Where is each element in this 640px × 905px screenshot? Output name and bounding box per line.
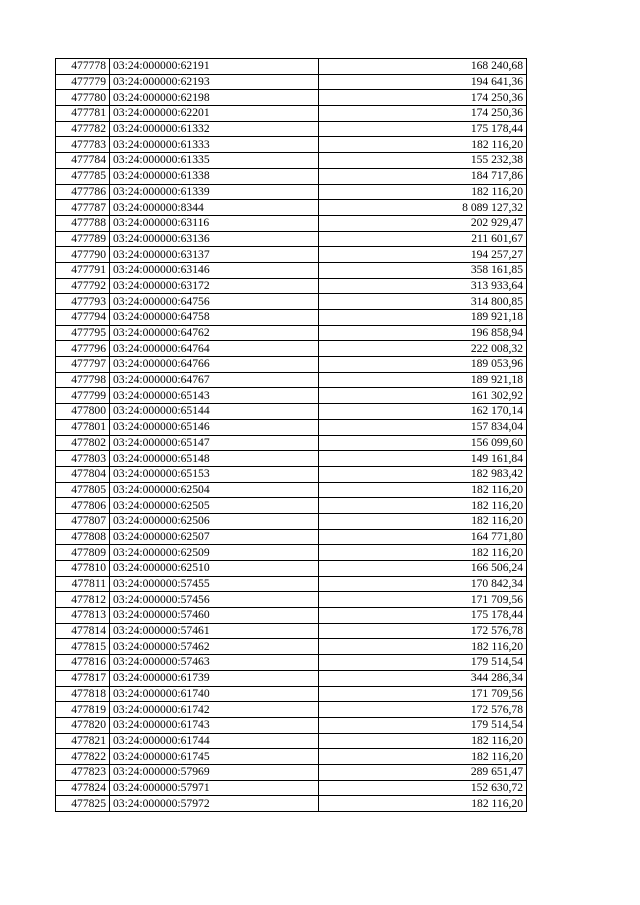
cadastral-number-cell: 03:24:000000:57461 [110,623,319,639]
value-cell: 194 257,27 [319,247,527,263]
table-row [56,419,527,435]
cadastral-number-cell: 03:24:000000:62201 [110,106,319,122]
value-cell: 313 933,64 [319,278,527,294]
cadastral-number-cell: 03:24:000000:62191 [110,59,319,75]
cadastral-number-cell: 03:24:000000:62198 [110,90,319,106]
cadastral-number-cell: 03:24:000000:61742 [110,702,319,718]
value-cell: 155 232,38 [319,153,527,169]
table-row [56,310,527,326]
cadastral-value-table [55,58,527,812]
table-row [56,90,527,106]
row-id-cell: 477820 [56,717,110,733]
row-id-cell: 477781 [56,106,110,122]
table-row [56,576,527,592]
table-row [56,686,527,702]
table-row [56,529,527,545]
row-id-cell: 477789 [56,231,110,247]
table-row [56,294,527,310]
value-cell: 182 116,20 [319,184,527,200]
row-id-cell: 477790 [56,247,110,263]
row-id-cell: 477801 [56,419,110,435]
row-id-cell: 477818 [56,686,110,702]
value-cell: 182 116,20 [319,137,527,153]
table-row [56,184,527,200]
table-row [56,670,527,686]
row-id-cell: 477805 [56,482,110,498]
cadastral-number-cell: 03:24:000000:65146 [110,419,319,435]
cadastral-number-cell: 03:24:000000:61332 [110,121,319,137]
row-id-cell: 477808 [56,529,110,545]
value-cell: 182 116,20 [319,796,527,812]
value-cell: 182 116,20 [319,482,527,498]
table-row [56,561,527,577]
table-row [56,404,527,420]
value-cell: 172 576,78 [319,702,527,718]
row-id-cell: 477809 [56,545,110,561]
value-cell: 166 506,24 [319,561,527,577]
value-cell: 184 717,86 [319,168,527,184]
table-row [56,623,527,639]
cadastral-number-cell: 03:24:000000:57972 [110,796,319,812]
row-id-cell: 477791 [56,262,110,278]
table-row [56,168,527,184]
row-id-cell: 477782 [56,121,110,137]
cadastral-number-cell: 03:24:000000:65144 [110,404,319,420]
row-id-cell: 477803 [56,451,110,467]
row-id-cell: 477780 [56,90,110,106]
table-row [56,262,527,278]
row-id-cell: 477784 [56,153,110,169]
row-id-cell: 477794 [56,310,110,326]
row-id-cell: 477816 [56,655,110,671]
cadastral-number-cell: 03:24:000000:61333 [110,137,319,153]
table-row [56,513,527,529]
value-cell: 194 641,36 [319,74,527,90]
value-cell: 157 834,04 [319,419,527,435]
table-row [56,247,527,263]
value-cell: 196 858,94 [319,325,527,341]
cadastral-number-cell: 03:24:000000:63146 [110,262,319,278]
cadastral-number-cell: 03:24:000000:65143 [110,388,319,404]
cadastral-number-cell: 03:24:000000:61338 [110,168,319,184]
value-cell: 174 250,36 [319,90,527,106]
row-id-cell: 477814 [56,623,110,639]
cadastral-number-cell: 03:24:000000:57971 [110,780,319,796]
value-cell: 179 514,54 [319,717,527,733]
table-row [56,388,527,404]
table-row [56,121,527,137]
value-cell: 168 240,68 [319,59,527,75]
table-row [56,278,527,294]
cadastral-number-cell: 03:24:000000:62507 [110,529,319,545]
row-id-cell: 477800 [56,404,110,420]
row-id-cell: 477813 [56,608,110,624]
cadastral-number-cell: 03:24:000000:63172 [110,278,319,294]
table-row [56,717,527,733]
row-id-cell: 477786 [56,184,110,200]
cadastral-number-cell: 03:24:000000:57969 [110,764,319,780]
cadastral-number-cell: 03:24:000000:57462 [110,639,319,655]
value-cell: 174 250,36 [319,106,527,122]
value-cell: 189 921,18 [319,372,527,388]
table-body [56,59,527,812]
cadastral-number-cell: 03:24:000000:62505 [110,498,319,514]
row-id-cell: 477778 [56,59,110,75]
value-cell: 182 116,20 [319,749,527,765]
row-id-cell: 477802 [56,435,110,451]
value-cell: 314 800,85 [319,294,527,310]
value-cell: 182 116,20 [319,498,527,514]
value-cell: 344 286,34 [319,670,527,686]
value-cell: 162 170,14 [319,404,527,420]
cadastral-number-cell: 03:24:000000:61744 [110,733,319,749]
row-id-cell: 477783 [56,137,110,153]
cadastral-number-cell: 03:24:000000:8344 [110,200,319,216]
row-id-cell: 477779 [56,74,110,90]
value-cell: 182 116,20 [319,639,527,655]
row-id-cell: 477815 [56,639,110,655]
value-cell: 211 601,67 [319,231,527,247]
cadastral-number-cell: 03:24:000000:57455 [110,576,319,592]
cadastral-number-cell: 03:24:000000:65147 [110,435,319,451]
cadastral-number-cell: 03:24:000000:62504 [110,482,319,498]
value-cell: 189 053,96 [319,357,527,373]
row-id-cell: 477796 [56,341,110,357]
row-id-cell: 477819 [56,702,110,718]
table-row [56,733,527,749]
table-row [56,341,527,357]
cadastral-number-cell: 03:24:000000:62509 [110,545,319,561]
cadastral-number-cell: 03:24:000000:64767 [110,372,319,388]
row-id-cell: 477812 [56,592,110,608]
row-id-cell: 477798 [56,372,110,388]
table-row [56,106,527,122]
cadastral-number-cell: 03:24:000000:64764 [110,341,319,357]
cadastral-number-cell: 03:24:000000:57463 [110,655,319,671]
cadastral-number-cell: 03:24:000000:62506 [110,513,319,529]
table-row [56,764,527,780]
row-id-cell: 477785 [56,168,110,184]
value-cell: 171 709,56 [319,592,527,608]
value-cell: 172 576,78 [319,623,527,639]
value-cell: 222 008,32 [319,341,527,357]
row-id-cell: 477821 [56,733,110,749]
table-row [56,74,527,90]
value-cell: 156 099,60 [319,435,527,451]
cadastral-number-cell: 03:24:000000:65153 [110,466,319,482]
value-cell: 202 929,47 [319,215,527,231]
cadastral-number-cell: 03:24:000000:65148 [110,451,319,467]
cadastral-number-cell: 03:24:000000:63137 [110,247,319,263]
value-cell: 179 514,54 [319,655,527,671]
table-row [56,702,527,718]
table-row [56,780,527,796]
value-cell: 175 178,44 [319,121,527,137]
value-cell: 182 983,42 [319,466,527,482]
value-cell: 161 302,92 [319,388,527,404]
value-cell: 189 921,18 [319,310,527,326]
table-row [56,545,527,561]
value-cell: 182 116,20 [319,513,527,529]
cadastral-number-cell: 03:24:000000:63116 [110,215,319,231]
row-id-cell: 477797 [56,357,110,373]
row-id-cell: 477792 [56,278,110,294]
cadastral-number-cell: 03:24:000000:62510 [110,561,319,577]
row-id-cell: 477807 [56,513,110,529]
row-id-cell: 477817 [56,670,110,686]
table-row [56,796,527,812]
cadastral-number-cell: 03:24:000000:61743 [110,717,319,733]
cadastral-number-cell: 03:24:000000:64758 [110,310,319,326]
row-id-cell: 477804 [56,466,110,482]
cadastral-number-cell: 03:24:000000:61335 [110,153,319,169]
table-row [56,325,527,341]
table-row [56,498,527,514]
table-row [56,655,527,671]
row-id-cell: 477823 [56,764,110,780]
cadastral-number-cell: 03:24:000000:61740 [110,686,319,702]
table-row [56,749,527,765]
cadastral-number-cell: 03:24:000000:61745 [110,749,319,765]
row-id-cell: 477822 [56,749,110,765]
table-row [56,466,527,482]
table-row [56,482,527,498]
table-row [56,153,527,169]
value-cell: 289 651,47 [319,764,527,780]
table-row [56,639,527,655]
row-id-cell: 477824 [56,780,110,796]
cadastral-number-cell: 03:24:000000:64756 [110,294,319,310]
table-row [56,357,527,373]
table-row [56,231,527,247]
value-cell: 175 178,44 [319,608,527,624]
value-cell: 152 630,72 [319,780,527,796]
value-cell: 149 161,84 [319,451,527,467]
value-cell: 358 161,85 [319,262,527,278]
row-id-cell: 477799 [56,388,110,404]
row-id-cell: 477810 [56,561,110,577]
cadastral-number-cell: 03:24:000000:63136 [110,231,319,247]
table-row [56,592,527,608]
table-row [56,215,527,231]
row-id-cell: 477788 [56,215,110,231]
row-id-cell: 477795 [56,325,110,341]
cadastral-number-cell: 03:24:000000:64762 [110,325,319,341]
cadastral-number-cell: 03:24:000000:57456 [110,592,319,608]
row-id-cell: 477811 [56,576,110,592]
row-id-cell: 477806 [56,498,110,514]
cadastral-number-cell: 03:24:000000:64766 [110,357,319,373]
cadastral-number-cell: 03:24:000000:62193 [110,74,319,90]
row-id-cell: 477787 [56,200,110,216]
table-row [56,608,527,624]
value-cell: 8 089 127,32 [319,200,527,216]
table-row [56,200,527,216]
value-cell: 170 842,34 [319,576,527,592]
value-cell: 182 116,20 [319,545,527,561]
table-row [56,451,527,467]
table-row [56,59,527,75]
value-cell: 171 709,56 [319,686,527,702]
cadastral-number-cell: 03:24:000000:57460 [110,608,319,624]
row-id-cell: 477825 [56,796,110,812]
value-cell: 182 116,20 [319,733,527,749]
row-id-cell: 477793 [56,294,110,310]
cadastral-number-cell: 03:24:000000:61339 [110,184,319,200]
cadastral-number-cell: 03:24:000000:61739 [110,670,319,686]
table-row [56,435,527,451]
table-row [56,372,527,388]
table-row [56,137,527,153]
value-cell: 164 771,80 [319,529,527,545]
